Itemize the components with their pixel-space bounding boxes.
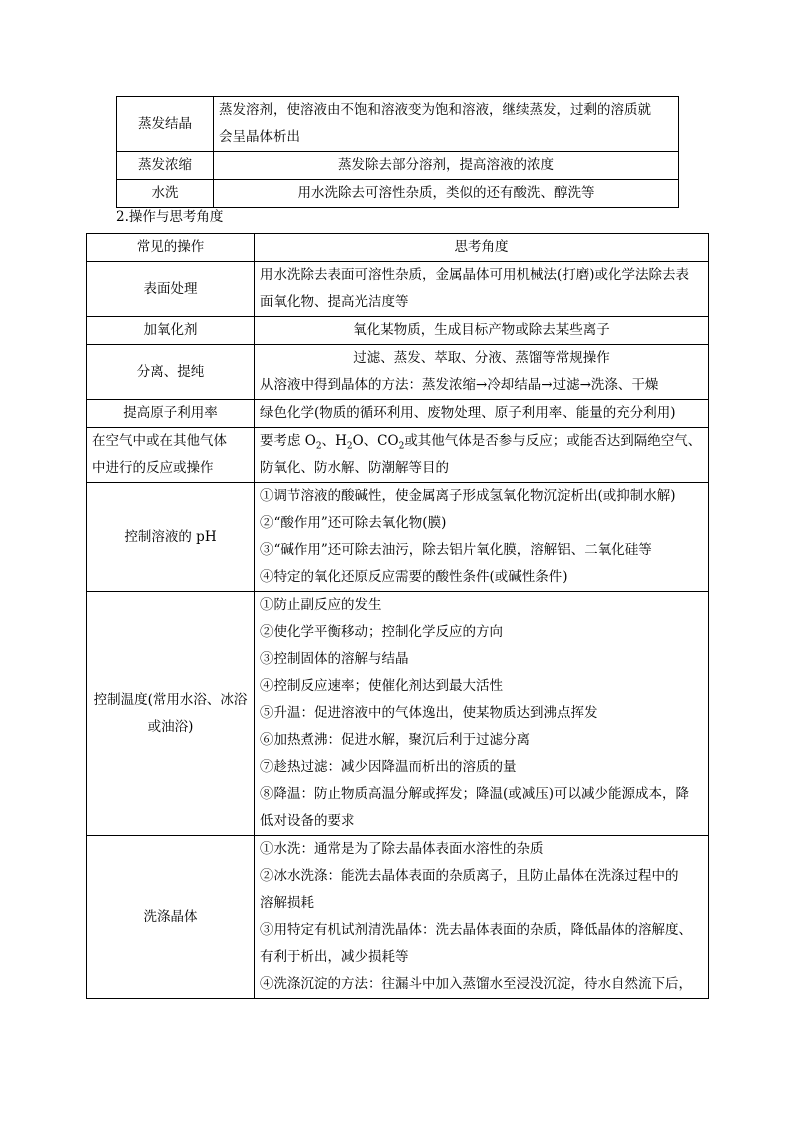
table-row: [87, 317, 709, 345]
row-label: 控制溶液的 pH: [87, 483, 255, 592]
section-title: 2.操作与思考角度: [116, 209, 224, 225]
row-content: 用水洗除去可溶性杂质，类似的还有酸洗、醇洗等: [214, 180, 679, 208]
content-line: ⑧降温：防止物质高温分解或挥发；降温(或减压)可以减少能源成本，降: [260, 786, 690, 802]
table-row: [117, 97, 679, 152]
row-content: [255, 428, 709, 483]
label-line: 或油浴): [147, 718, 194, 735]
row-content: 绿色化学(物质的循环利用、废物处理、原子利用率、能量的充分利用): [255, 400, 709, 428]
row-content: [255, 836, 709, 999]
row-content: 氧化某物质，生成目标产物或除去某些离子: [255, 317, 709, 345]
content-line: 会呈晶体析出: [219, 129, 300, 145]
column-header: 思考角度: [255, 234, 709, 262]
content-line: ④控制反应速率；使催化剂达到最大活性: [260, 678, 503, 694]
row-label: 蒸发浓缩: [117, 152, 214, 180]
content-line: 用水洗除去表面可溶性杂质，金属晶体可用机械法(打磨)或化学法除去表: [260, 267, 690, 283]
content-line: ③控制固体的溶解与结晶: [260, 651, 409, 667]
table-row: [87, 483, 709, 592]
content-line: ②冰水洗涤：能洗去晶体表面的杂质离子，且防止晶体在洗涤过程中的: [260, 868, 679, 884]
content-line: ③用特定有机试剂清洗晶体：洗去晶体表面的杂质，降低晶体的溶解度、: [260, 922, 692, 938]
row-content: [255, 483, 709, 592]
row-label: 洗涤晶体: [87, 836, 255, 999]
table-row: [117, 152, 679, 180]
content-line: 过滤、蒸发、萃取、分液、蒸馏等常规操作: [353, 350, 610, 366]
operations-thinking-table: [86, 233, 709, 999]
content-line: 有利于析出，减少损耗等: [260, 949, 409, 965]
content-line: ①水洗：通常是为了除去晶体表面水溶性的杂质: [260, 841, 544, 857]
row-content: [255, 345, 709, 400]
table-row: [87, 592, 709, 836]
table-header-row: [87, 234, 709, 262]
content-line: ⑥加热煮沸：促进水解，聚沉后利于过滤分离: [260, 732, 530, 748]
row-content: [255, 262, 709, 317]
row-label: 水洗: [117, 180, 214, 208]
label-line: 控制温度(常用水浴、冰浴: [93, 691, 248, 708]
row-label: 提高原子利用率: [87, 400, 255, 428]
content-line: ③“碱作用”还可除去油污，除去铝片氧化膜，溶解铝、二氧化硅等: [260, 542, 652, 558]
row-label: 加氧化剂: [87, 317, 255, 345]
row-content: [255, 592, 709, 836]
content-line: ④洗涤沉淀的方法：往漏斗中加入蒸馏水至浸没沉淀，待水自然流下后，: [260, 976, 692, 992]
row-label: [87, 428, 255, 483]
content-line: ②使化学平衡移动；控制化学反应的方向: [260, 624, 503, 640]
content-line: ①调节溶液的酸碱性，使金属离子形成氢氧化物沉淀析出(或抑制水解): [260, 488, 676, 504]
content-line: 低对设备的要求: [260, 813, 355, 829]
row-label: 表面处理: [87, 262, 255, 317]
table-row: [87, 428, 709, 483]
row-content: 蒸发除去部分溶剂，提高溶液的浓度: [214, 152, 679, 180]
content-line: ⑦趁热过滤：减少因降温而析出的溶质的量: [260, 759, 517, 775]
operations-table-top: [116, 96, 679, 208]
content-line: 蒸发溶剂，使溶液由不饱和溶液变为饱和溶液，继续蒸发，过剩的溶质就: [219, 102, 651, 118]
content-line: 溶解损耗: [260, 895, 314, 911]
content-line: 从溶液中得到晶体的方法：蒸发浓缩→冷却结晶→过滤→洗涤、干燥: [260, 377, 659, 393]
table-row: [87, 836, 709, 999]
label-line: 中进行的反应或操作: [92, 460, 214, 476]
content-line: ②“酸作用”还可除去氧化物(膜): [260, 515, 447, 531]
table-row: [87, 262, 709, 317]
row-label: 蒸发结晶: [117, 97, 214, 152]
table-row: [117, 180, 679, 208]
table-row: [87, 400, 709, 428]
column-header: 常见的操作: [87, 234, 255, 262]
row-label: 分离、提纯: [87, 345, 255, 400]
content-line: 面氧化物、提高光洁度等: [260, 294, 409, 310]
label-line: 在空气中或在其他气体: [92, 433, 227, 449]
content-line: ⑤升温：促进溶液中的气体逸出，使某物质达到沸点挥发: [260, 705, 598, 721]
content-line: ①防止副反应的发生: [260, 597, 382, 613]
content-line: ④特定的氧化还原反应需要的酸性条件(或碱性条件): [260, 569, 568, 585]
content-line: 防氧化、防水解、防潮解等目的: [260, 460, 449, 476]
table-row: [87, 345, 709, 400]
row-content: [214, 97, 679, 152]
row-label: [87, 592, 255, 836]
content-line: 要考虑 $O_2$、$H_2O$、$CO_2$或其他气体是否参与反应；或能否达到隔绝空气、: [260, 433, 702, 452]
